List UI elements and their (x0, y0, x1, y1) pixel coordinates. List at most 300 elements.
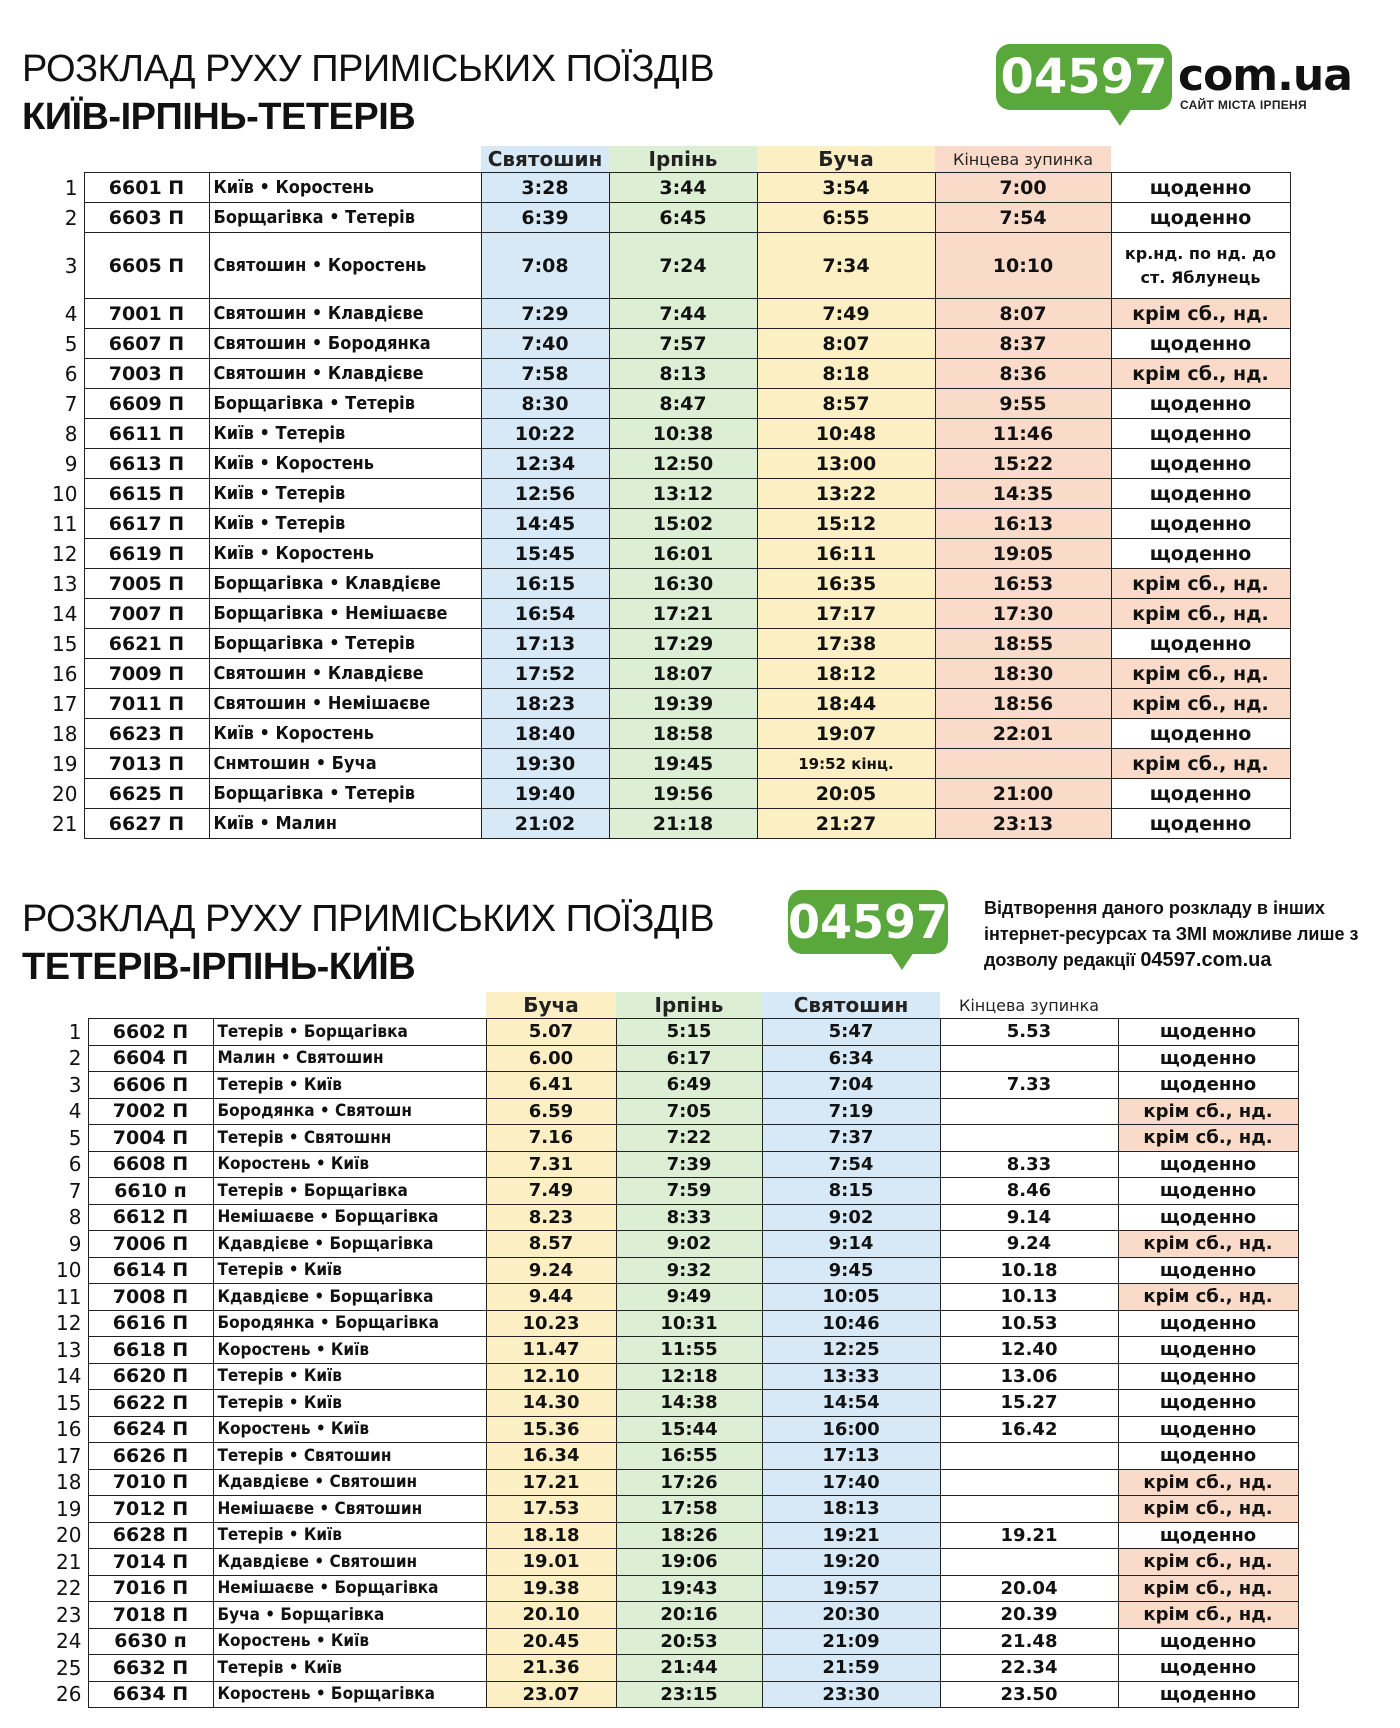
operating-days: щоденно (1118, 1522, 1298, 1549)
operating-days: щоденно (1111, 779, 1290, 809)
time-stop-2: 7:44 (609, 299, 757, 329)
row-number: 10 (52, 481, 78, 506)
section1-title: РОЗКЛАД РУХУ ПРИМІСЬКИХ ПОЇЗДІВ (22, 48, 715, 90)
operating-days: щоденно (1118, 1363, 1298, 1390)
route: Тетерів • Святошин (213, 1443, 486, 1470)
terminal-time: 8.46 (940, 1178, 1118, 1205)
route: Борщагівка • Немішаєве (209, 599, 481, 629)
table-row (54, 1204, 1298, 1231)
time-stop-3: 9:45 (762, 1257, 940, 1284)
route: Київ • Тетерів (209, 509, 481, 539)
route: Немішаєве • Святошин (213, 1496, 486, 1523)
table-row (54, 1496, 1298, 1523)
time-stop-1: 11.47 (486, 1337, 616, 1364)
table-row (54, 1310, 1298, 1337)
operating-days: щоденно (1118, 1204, 1298, 1231)
terminal-time: 10.18 (940, 1257, 1118, 1284)
operating-days: щоденно (1111, 509, 1290, 539)
route: Борщагівка • Тетерів (209, 629, 481, 659)
time-stop-2: 10:38 (609, 419, 757, 449)
row-number: 25 (56, 1655, 82, 1680)
terminal-time: 15:22 (935, 449, 1111, 479)
time-stop-3: 7:04 (762, 1072, 940, 1099)
time-stop-3: 21:09 (762, 1628, 940, 1655)
time-stop-1: 10:22 (481, 419, 609, 449)
time-stop-2: 5:15 (616, 1019, 762, 1046)
row-number: 1 (68, 1019, 82, 1044)
time-stop-2: 20:53 (616, 1628, 762, 1655)
table-row (54, 1681, 1298, 1708)
operating-days: крім сб., нд. (1111, 599, 1290, 629)
operating-days: щоденно (1111, 329, 1290, 359)
time-stop-2: 8:13 (609, 359, 757, 389)
train-number: 7004 П (88, 1125, 213, 1152)
time-stop-3: 5:47 (762, 1019, 940, 1046)
route: Київ • Коростень (209, 449, 481, 479)
operating-days: щоденно (1118, 1443, 1298, 1470)
row-number: 11 (56, 1284, 82, 1309)
table-row (50, 479, 1290, 509)
terminal-time: 9.14 (940, 1204, 1118, 1231)
terminal-time (940, 1443, 1118, 1470)
time-stop-2: 17:26 (616, 1469, 762, 1496)
operating-days: крім сб., нд. (1118, 1469, 1298, 1496)
route: Тетерів • Київ (213, 1363, 486, 1390)
terminal-time: 5.53 (940, 1019, 1118, 1046)
table-row (54, 1602, 1298, 1629)
terminal-time: 19:05 (935, 539, 1111, 569)
terminal-time (940, 1549, 1118, 1576)
operating-days: щоденно (1111, 203, 1290, 233)
operating-days: щоденно (1118, 1390, 1298, 1417)
route: Буча • Борщагівка (213, 1602, 486, 1629)
terminal-time: 21:00 (935, 779, 1111, 809)
time-stop-2: 19:56 (609, 779, 757, 809)
time-stop-1: 14:45 (481, 509, 609, 539)
route: Київ • Коростень (209, 719, 481, 749)
time-stop-3: 17:17 (757, 599, 935, 629)
time-stop-3: 19:52 кінц. (757, 749, 935, 779)
terminal-time (940, 1125, 1118, 1152)
time-stop-2: 19:39 (609, 689, 757, 719)
terminal-time: 22.34 (940, 1655, 1118, 1682)
time-stop-1: 21.36 (486, 1655, 616, 1682)
train-number: 7010 П (88, 1469, 213, 1496)
time-stop-2: 16:30 (609, 569, 757, 599)
operating-days: крім сб., нд. (1118, 1602, 1298, 1629)
train-number: 7009 П (84, 659, 209, 689)
train-number: 6616 П (88, 1310, 213, 1337)
time-stop-3: 18:12 (757, 659, 935, 689)
table-row (50, 329, 1290, 359)
row-number: 9 (68, 1231, 82, 1256)
section2-subtitle: ТЕТЕРІВ-ІРПІНЬ-КИЇВ (22, 946, 416, 988)
train-number: 7018 П (88, 1602, 213, 1629)
route: Тетерів • Борщагівка (213, 1178, 486, 1205)
route: Тетерів • Київ (213, 1257, 486, 1284)
time-stop-1: 6:39 (481, 203, 609, 233)
table-row (50, 689, 1290, 719)
time-stop-2: 6:17 (616, 1045, 762, 1072)
operating-days: крім сб., нд. (1111, 659, 1290, 689)
route: Коростень • Київ (213, 1416, 486, 1443)
col-header-irpin: Ірпінь (616, 992, 762, 1019)
terminal-time: 22:01 (935, 719, 1111, 749)
train-number: 6601 П (84, 173, 209, 203)
terminal-time: 9.24 (940, 1231, 1118, 1258)
train-number: 6604 П (88, 1045, 213, 1072)
table-row (54, 1257, 1298, 1284)
terminal-time: 13.06 (940, 1363, 1118, 1390)
row-number: 8 (64, 421, 78, 446)
copyright-site: 04597.com.ua (1140, 949, 1272, 971)
route: Тетерів • Київ (213, 1522, 486, 1549)
train-number: 6606 П (88, 1072, 213, 1099)
time-stop-1: 16:54 (481, 599, 609, 629)
row-number: 17 (56, 1443, 82, 1468)
time-stop-2: 15:02 (609, 509, 757, 539)
section1-subtitle: КИЇВ-ІРПІНЬ-ТЕТЕРІВ (22, 96, 416, 138)
row-number: 4 (68, 1099, 82, 1124)
route: Тетерів • Святошнн (213, 1125, 486, 1152)
time-stop-3: 19:20 (762, 1549, 940, 1576)
row-number: 20 (52, 781, 78, 806)
row-number: 5 (64, 331, 78, 356)
time-stop-2: 12:50 (609, 449, 757, 479)
time-stop-1: 7:29 (481, 299, 609, 329)
terminal-time: 19.21 (940, 1522, 1118, 1549)
row-number: 10 (56, 1258, 82, 1283)
route: Борщагівка • Тетерів (209, 389, 481, 419)
time-stop-1: 14.30 (486, 1390, 616, 1417)
terminal-time: 7.33 (940, 1072, 1118, 1099)
terminal-time: 23.50 (940, 1681, 1118, 1708)
terminal-time: 18:56 (935, 689, 1111, 719)
table-row (50, 629, 1290, 659)
operating-days: крім сб., нд. (1118, 1549, 1298, 1576)
time-stop-2: 7:39 (616, 1151, 762, 1178)
train-number: 6634 П (88, 1681, 213, 1708)
time-stop-1: 7:58 (481, 359, 609, 389)
row-number: 3 (64, 253, 78, 278)
time-stop-3: 16:00 (762, 1416, 940, 1443)
train-number: 6622 П (88, 1390, 213, 1417)
train-number: 7008 П (88, 1284, 213, 1311)
operating-days: щоденно (1118, 1416, 1298, 1443)
route: Київ • Тетерів (209, 479, 481, 509)
time-stop-3: 3:54 (757, 173, 935, 203)
route: Немішаєве • Борщагівка (213, 1204, 486, 1231)
table-row (50, 299, 1290, 329)
table-row (54, 1284, 1298, 1311)
section2-title: РОЗКЛАД РУХУ ПРИМІСЬКИХ ПОЇЗДІВ (22, 898, 715, 940)
terminal-time: 11:46 (935, 419, 1111, 449)
table-row (54, 1125, 1298, 1152)
row-number: 18 (56, 1470, 82, 1495)
train-number: 6602 П (88, 1019, 213, 1046)
train-number: 7012 П (88, 1496, 213, 1523)
route: Борщагівка • Клавдієве (209, 569, 481, 599)
operating-days: щоденно (1118, 1045, 1298, 1072)
table-row (54, 1178, 1298, 1205)
train-number: 7011 П (84, 689, 209, 719)
operating-days: крім сб., нд. (1118, 1496, 1298, 1523)
time-stop-1: 20.10 (486, 1602, 616, 1629)
time-stop-3: 16:35 (757, 569, 935, 599)
row-number: 7 (64, 391, 78, 416)
terminal-time: 7:54 (935, 203, 1111, 233)
schedule-table-teteriv-kyiv (54, 992, 1299, 1708)
time-stop-1: 15.36 (486, 1416, 616, 1443)
row-number: 18 (52, 721, 78, 746)
train-number: 6625 П (84, 779, 209, 809)
train-number: 6603 П (84, 203, 209, 233)
terminal-time: 8:37 (935, 329, 1111, 359)
time-stop-3: 15:12 (757, 509, 935, 539)
operating-days: щоденно (1118, 1151, 1298, 1178)
table-row (50, 449, 1290, 479)
time-stop-3: 16:11 (757, 539, 935, 569)
train-number: 6632 П (88, 1655, 213, 1682)
table-row (54, 1522, 1298, 1549)
time-stop-1: 21:02 (481, 809, 609, 839)
row-number: 20 (56, 1523, 82, 1548)
terminal-time: 14:35 (935, 479, 1111, 509)
row-number: 24 (56, 1629, 82, 1654)
terminal-time: 21.48 (940, 1628, 1118, 1655)
train-number: 6614 П (88, 1257, 213, 1284)
table-row (50, 203, 1290, 233)
route: Кдавдієве • Святошин (213, 1549, 486, 1576)
time-stop-1: 17.53 (486, 1496, 616, 1523)
table-row (54, 1655, 1298, 1682)
table-row (50, 749, 1290, 779)
time-stop-2: 10:31 (616, 1310, 762, 1337)
terminal-time: 10.13 (940, 1284, 1118, 1311)
row-number: 21 (56, 1549, 82, 1574)
train-number: 6626 П (88, 1443, 213, 1470)
route: Бородянка • Борщагівка (213, 1310, 486, 1337)
time-stop-2: 9:02 (616, 1231, 762, 1258)
time-stop-2: 20:16 (616, 1602, 762, 1629)
route: Київ • Коростень (209, 539, 481, 569)
train-number: 6609 П (84, 389, 209, 419)
time-stop-3: 17:38 (757, 629, 935, 659)
time-stop-3: 7:49 (757, 299, 935, 329)
terminal-time: 16:53 (935, 569, 1111, 599)
row-number: 16 (52, 661, 78, 686)
table-row (54, 1072, 1298, 1099)
table-row (50, 599, 1290, 629)
route: Тетерів • Київ (213, 1655, 486, 1682)
time-stop-1: 18.18 (486, 1522, 616, 1549)
train-number: 6623 П (84, 719, 209, 749)
logo-domain: com.ua (1178, 50, 1352, 101)
operating-days: щоденно (1111, 809, 1290, 839)
time-stop-1: 19.01 (486, 1549, 616, 1576)
time-stop-2: 16:55 (616, 1443, 762, 1470)
time-stop-2: 12:18 (616, 1363, 762, 1390)
route: Снмтошин • Буча (209, 749, 481, 779)
time-stop-1: 8:30 (481, 389, 609, 419)
table-row (50, 539, 1290, 569)
col-header-svyatoshyn: Святошин (762, 992, 940, 1019)
time-stop-1: 7:40 (481, 329, 609, 359)
train-number: 6621 П (84, 629, 209, 659)
train-number: 6617 П (84, 509, 209, 539)
route: Коростень • Київ (213, 1337, 486, 1364)
time-stop-2: 9:49 (616, 1284, 762, 1311)
time-stop-1: 9.44 (486, 1284, 616, 1311)
terminal-time: 23:13 (935, 809, 1111, 839)
col-header-svyatoshyn: Святошин (481, 146, 609, 173)
time-stop-3: 14:54 (762, 1390, 940, 1417)
col-header-bucha: Буча (757, 146, 935, 173)
table-row (50, 233, 1290, 299)
route: Коростень • Борщагівка (213, 1681, 486, 1708)
time-stop-1: 17.21 (486, 1469, 616, 1496)
train-number: 7016 П (88, 1575, 213, 1602)
operating-days: кр.нд. по нд. до ст. Яблунець (1111, 233, 1290, 299)
time-stop-1: 12.10 (486, 1363, 616, 1390)
terminal-time: 10.53 (940, 1310, 1118, 1337)
terminal-time: 16.42 (940, 1416, 1118, 1443)
route: Київ • Малин (209, 809, 481, 839)
time-stop-3: 17:13 (762, 1443, 940, 1470)
terminal-time: 16:13 (935, 509, 1111, 539)
time-stop-3: 8:57 (757, 389, 935, 419)
time-stop-3: 19:57 (762, 1575, 940, 1602)
terminal-time (940, 1496, 1118, 1523)
terminal-time: 17:30 (935, 599, 1111, 629)
time-stop-1: 7:08 (481, 233, 609, 299)
terminal-time (940, 1045, 1118, 1072)
operating-days: крім сб., нд. (1111, 359, 1290, 389)
logo-number-small: 04597 (788, 890, 948, 954)
route: Тетерів • Київ (213, 1390, 486, 1417)
train-number: 6630 п (88, 1628, 213, 1655)
terminal-time (935, 749, 1111, 779)
time-stop-3: 9:02 (762, 1204, 940, 1231)
terminal-time (940, 1098, 1118, 1125)
route: Святошин • Клавдієве (209, 659, 481, 689)
route: Борщагівка • Тетерів (209, 779, 481, 809)
time-stop-2: 18:58 (609, 719, 757, 749)
row-number: 23 (56, 1602, 82, 1627)
time-stop-3: 8:15 (762, 1178, 940, 1205)
row-number: 12 (52, 541, 78, 566)
schedule-table-kyiv-teteriv (50, 146, 1291, 839)
terminal-time: 10:10 (935, 233, 1111, 299)
table-row (50, 359, 1290, 389)
table-row (54, 1019, 1298, 1046)
operating-days: крім сб., нд. (1111, 749, 1290, 779)
operating-days: щоденно (1111, 449, 1290, 479)
row-number: 16 (56, 1417, 82, 1442)
route: Малин • Святошин (213, 1045, 486, 1072)
time-stop-1: 8.57 (486, 1231, 616, 1258)
time-stop-3: 18:44 (757, 689, 935, 719)
terminal-time: 18:55 (935, 629, 1111, 659)
row-number: 12 (56, 1311, 82, 1336)
time-stop-2: 19:06 (616, 1549, 762, 1576)
table-row (50, 809, 1290, 839)
time-stop-1: 6.59 (486, 1098, 616, 1125)
train-number: 7014 П (88, 1549, 213, 1576)
row-number: 15 (52, 631, 78, 656)
time-stop-2: 13:12 (609, 479, 757, 509)
time-stop-3: 8:18 (757, 359, 935, 389)
table-row (54, 1045, 1298, 1072)
time-stop-1: 23.07 (486, 1681, 616, 1708)
time-stop-3: 18:13 (762, 1496, 940, 1523)
time-stop-2: 19:43 (616, 1575, 762, 1602)
table-row (50, 389, 1290, 419)
operating-days: крім сб., нд. (1118, 1284, 1298, 1311)
time-stop-1: 6.41 (486, 1072, 616, 1099)
time-stop-3: 8:07 (757, 329, 935, 359)
terminal-time: 12.40 (940, 1337, 1118, 1364)
row-number: 13 (52, 571, 78, 596)
operating-days: щоденно (1111, 719, 1290, 749)
row-number: 6 (68, 1152, 82, 1177)
time-stop-2: 7:57 (609, 329, 757, 359)
time-stop-3: 21:27 (757, 809, 935, 839)
time-stop-2: 8:47 (609, 389, 757, 419)
table-row (54, 1390, 1298, 1417)
time-stop-2: 17:58 (616, 1496, 762, 1523)
route: Святошин • Бородянка (209, 329, 481, 359)
time-stop-1: 7.16 (486, 1125, 616, 1152)
train-number: 7001 П (84, 299, 209, 329)
route: Тетерів • Київ (213, 1072, 486, 1099)
time-stop-3: 7:54 (762, 1151, 940, 1178)
row-number: 4 (64, 301, 78, 326)
row-number: 11 (52, 511, 78, 536)
train-number: 6628 П (88, 1522, 213, 1549)
time-stop-3: 13:22 (757, 479, 935, 509)
time-stop-2: 16:01 (609, 539, 757, 569)
table-row (54, 1337, 1298, 1364)
time-stop-2: 23:15 (616, 1681, 762, 1708)
operating-days: крім сб., нд. (1118, 1098, 1298, 1125)
train-number: 7007 П (84, 599, 209, 629)
time-stop-3: 21:59 (762, 1655, 940, 1682)
time-stop-2: 3:44 (609, 173, 757, 203)
row-number: 9 (64, 451, 78, 476)
train-number: 6619 П (84, 539, 209, 569)
copyright-text: Відтворення даного розкладу в інших інтернет-ресурсах та ЗМІ можливе лише з дозволу редакції (984, 898, 1359, 970)
table-row (50, 779, 1290, 809)
operating-days: крім сб., нд. (1118, 1125, 1298, 1152)
route: Святошин • Клавдієве (209, 299, 481, 329)
operating-days: щоденно (1118, 1681, 1298, 1708)
time-stop-1: 18:23 (481, 689, 609, 719)
operating-days: щоденно (1118, 1257, 1298, 1284)
time-stop-2: 11:55 (616, 1337, 762, 1364)
time-stop-2: 17:29 (609, 629, 757, 659)
table-row (50, 569, 1290, 599)
time-stop-3: 20:30 (762, 1602, 940, 1629)
table-row (54, 1469, 1298, 1496)
time-stop-2: 6:45 (609, 203, 757, 233)
row-number: 3 (68, 1072, 82, 1097)
time-stop-1: 7.49 (486, 1178, 616, 1205)
train-number: 6610 п (88, 1178, 213, 1205)
route: Кдавдієве • Борщагівка (213, 1284, 486, 1311)
col-header-terminal: Кінцева зупинка (935, 146, 1111, 173)
time-stop-3: 7:37 (762, 1125, 940, 1152)
